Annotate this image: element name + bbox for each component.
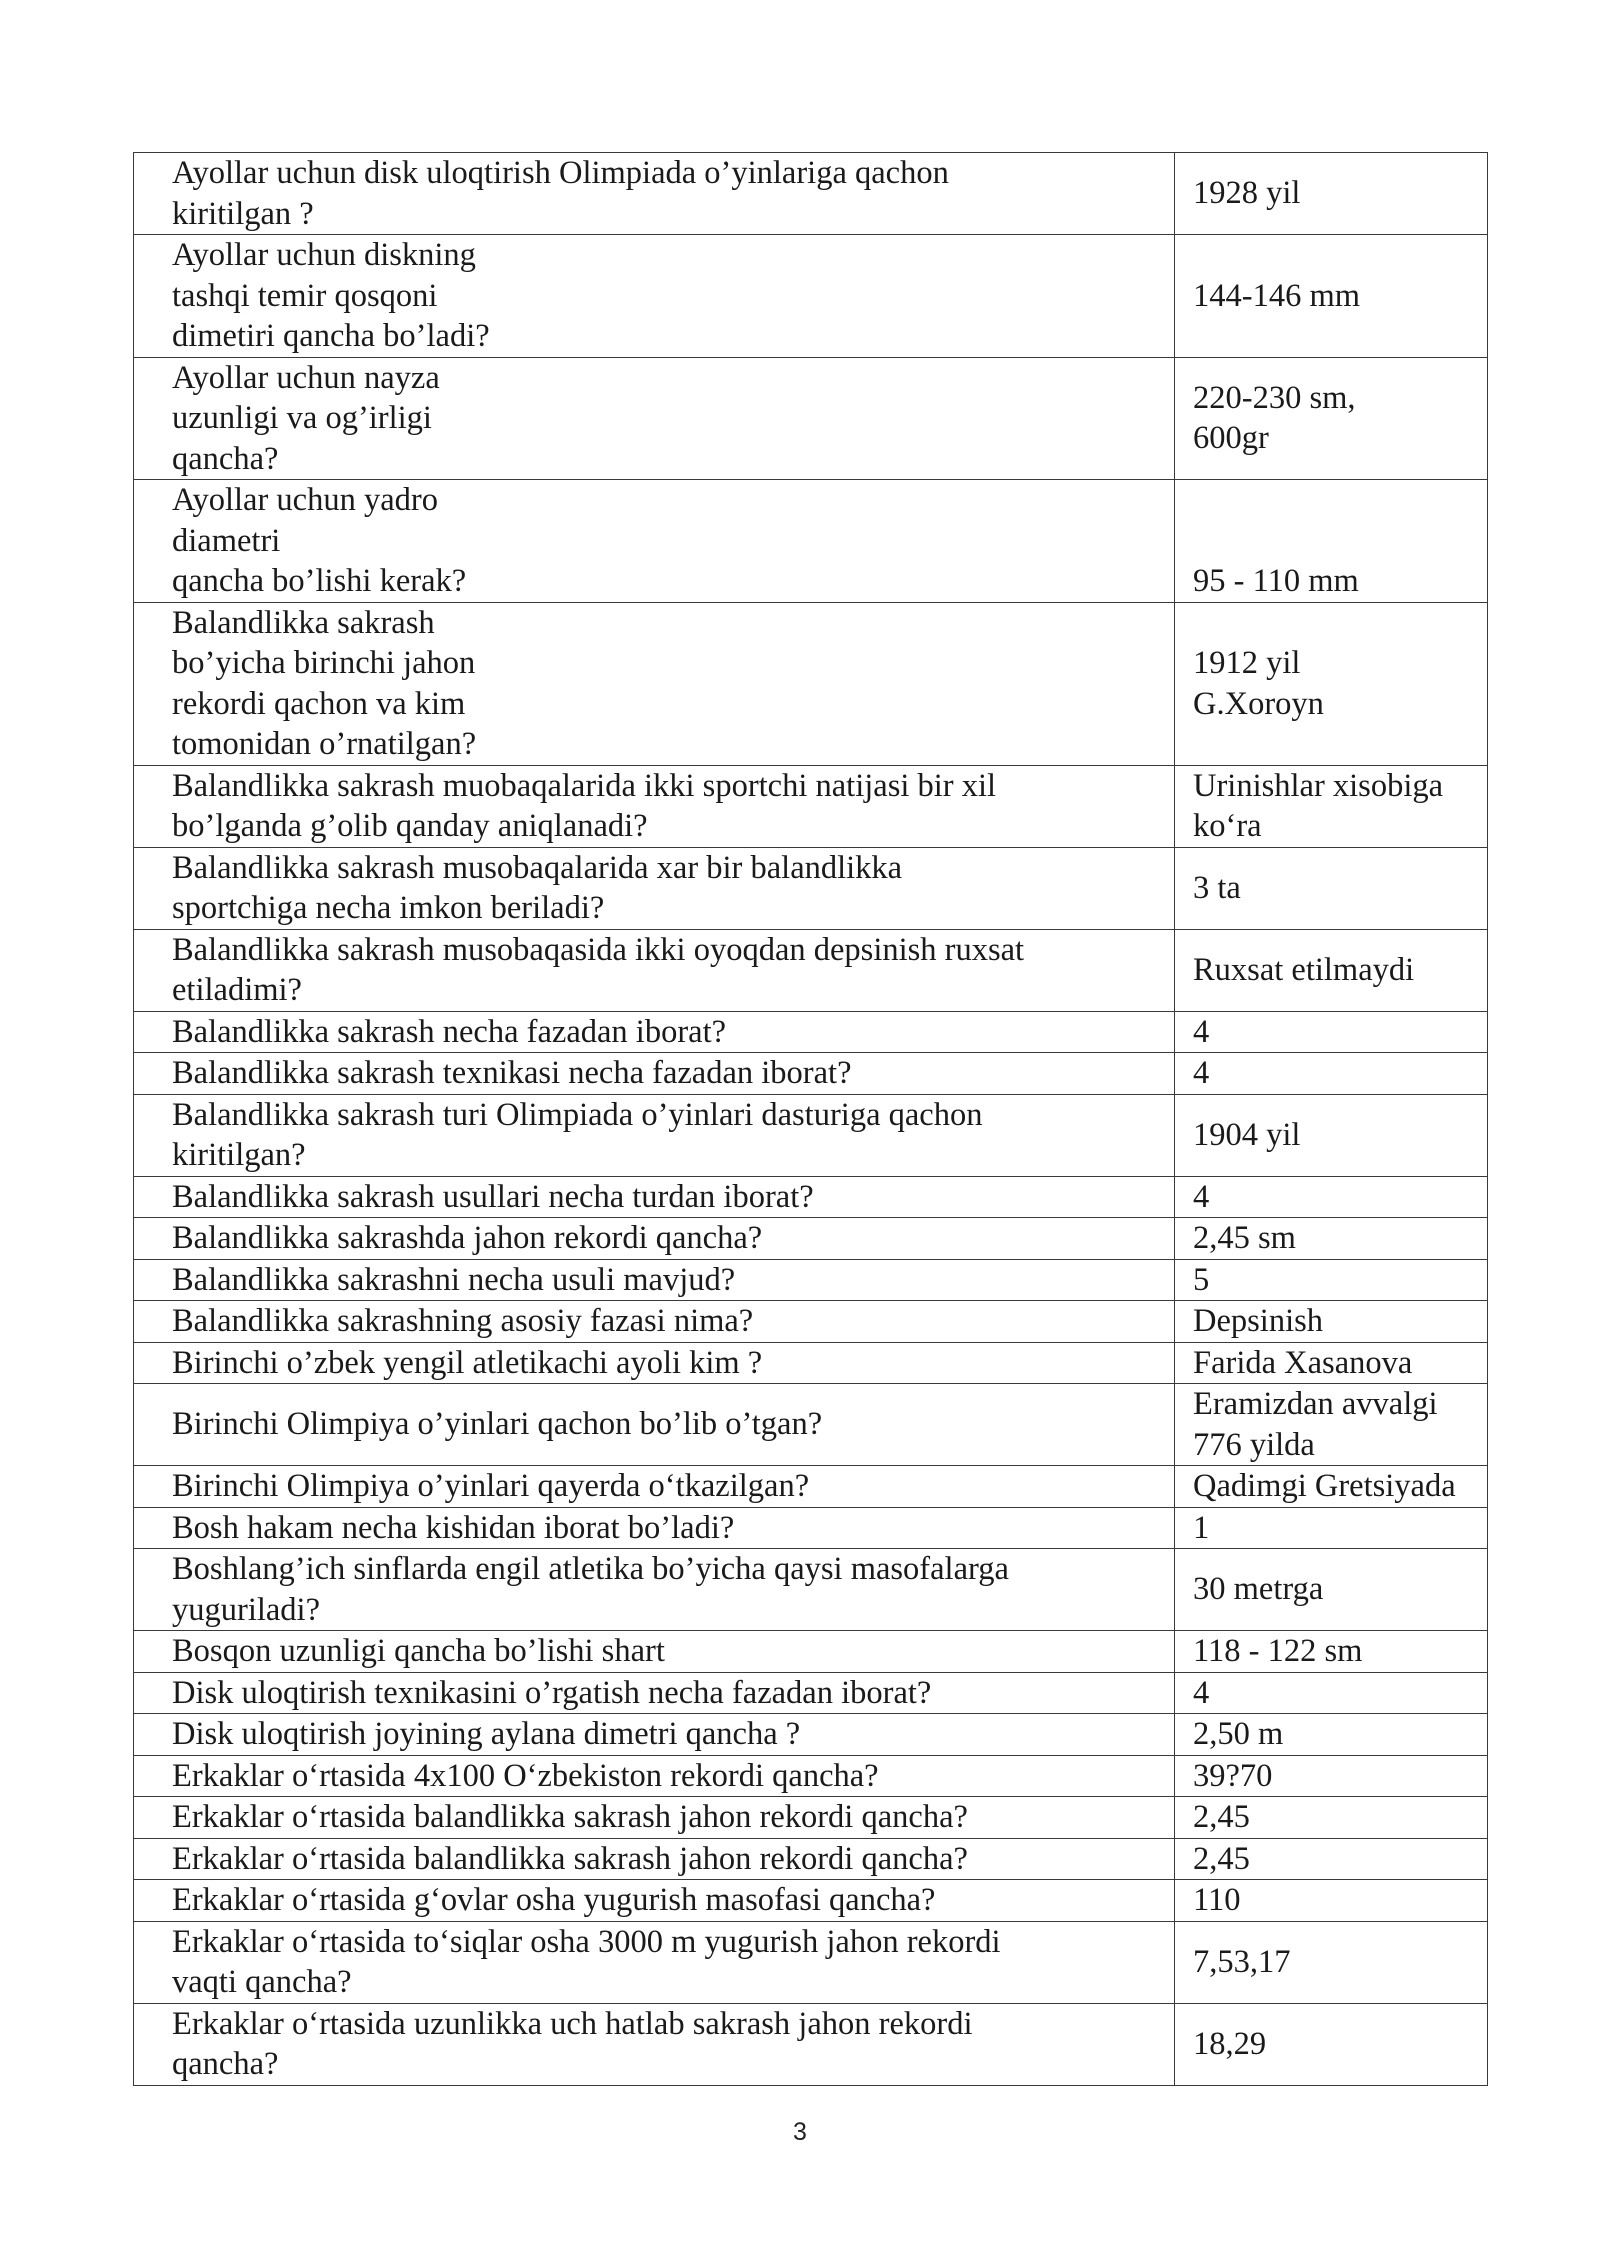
table-row — [134, 1631, 1488, 1673]
answer-cell: Ruxsat etilmaydi — [1175, 929, 1488, 1011]
question-cell: Disk uloqtirish joyining aylana dimetri qancha ? — [134, 1714, 1175, 1756]
table-row — [134, 480, 1488, 603]
question-cell: Ayollar uchun diskning tashqi temir qosqoni dimetiri qancha bo’ladi? — [134, 235, 1175, 358]
question-cell: Erkaklar o‘rtasida uzunlikka uch hatlab sakrash jahon rekordi qancha? — [134, 2003, 1175, 2085]
table-row — [134, 1466, 1488, 1508]
table-row — [134, 1838, 1488, 1880]
answer-cell: 2,45 — [1175, 1797, 1488, 1839]
question-cell: Balandlikka sakrash usullari necha turdan iborat? — [134, 1176, 1175, 1218]
table-row — [134, 235, 1488, 358]
table-row — [134, 1011, 1488, 1053]
table-row — [134, 1342, 1488, 1384]
table-row — [134, 1755, 1488, 1797]
question-cell: Balandlikka sakrash texnikasi necha fazadan iborat? — [134, 1053, 1175, 1095]
table-row — [134, 357, 1488, 480]
question-cell: Erkaklar o‘rtasida 4x100 O‘zbekiston rekordi qancha? — [134, 1755, 1175, 1797]
table-row — [134, 2003, 1488, 2085]
page-number: 3 — [793, 2118, 807, 2146]
table-row — [134, 1259, 1488, 1301]
question-cell: Balandlikka sakrash turi Olimpiada o’yinlari dasturiga qachon kiritilgan? — [134, 1094, 1175, 1176]
question-cell: Balandlikka sakrash musobaqasida ikki oyoqdan depsinish ruxsat etiladimi? — [134, 929, 1175, 1011]
table-row — [134, 765, 1488, 847]
question-cell: Erkaklar o‘rtasida balandlikka sakrash jahon rekordi qancha? — [134, 1797, 1175, 1839]
answer-cell: 110 — [1175, 1880, 1488, 1922]
question-cell: Boshlang’ich sinflarda engil atletika bo’yicha qaysi masofalarga yuguriladi? — [134, 1549, 1175, 1631]
answer-cell: 1904 yil — [1175, 1094, 1488, 1176]
table-row — [134, 1301, 1488, 1343]
table-row — [134, 1880, 1488, 1922]
table-row — [134, 153, 1488, 235]
question-cell: Balandlikka sakrash bo’yicha birinchi jahon rekordi qachon va kim tomonidan o’rnatilgan? — [134, 602, 1175, 765]
table-row — [134, 1714, 1488, 1756]
answer-cell: 2,45 — [1175, 1838, 1488, 1880]
question-cell: Balandlikka sakrash muobaqalarida ikki sportchi natijasi bir xil bo’lganda g’olib qanday aniqlanadi? — [134, 765, 1175, 847]
table-row — [134, 929, 1488, 1011]
answer-cell: 3 ta — [1175, 847, 1488, 929]
answer-cell: 2,50 m — [1175, 1714, 1488, 1756]
answer-cell: Farida Xasanova — [1175, 1342, 1488, 1384]
table-row — [134, 602, 1488, 765]
answer-cell: 118 - 122 sm — [1175, 1631, 1488, 1673]
answer-cell: Eramizdan avvalgi 776 yilda — [1175, 1384, 1488, 1466]
answer-cell: Depsinish — [1175, 1301, 1488, 1343]
table-row — [134, 1672, 1488, 1714]
question-cell: Bosh hakam necha kishidan iborat bo’ladi? — [134, 1507, 1175, 1549]
question-cell: Ayollar uchun yadro diametri qancha bo’lishi kerak? — [134, 480, 1175, 603]
answer-cell: 18,29 — [1175, 2003, 1488, 2085]
table-row — [134, 1053, 1488, 1095]
table-row — [134, 1921, 1488, 2003]
table-row — [134, 1176, 1488, 1218]
question-cell: Balandlikka sakrash musobaqalarida xar bir balandlikka sportchiga necha imkon beriladi? — [134, 847, 1175, 929]
question-cell: Balandlikka sakrashda jahon rekordi qancha? — [134, 1218, 1175, 1260]
answer-cell: 39?70 — [1175, 1755, 1488, 1797]
question-cell: Erkaklar o‘rtasida balandlikka sakrash jahon rekordi qancha? — [134, 1838, 1175, 1880]
answer-cell: 4 — [1175, 1053, 1488, 1095]
question-cell: Birinchi Olimpiya o’yinlari qayerda o‘tkazilgan? — [134, 1466, 1175, 1508]
question-cell: Erkaklar o‘rtasida g‘ovlar osha yugurish masofasi qancha? — [134, 1880, 1175, 1922]
question-cell: Birinchi o’zbek yengil atletikachi ayoli kim ? — [134, 1342, 1175, 1384]
question-cell: Balandlikka sakrashning asosiy fazasi nima? — [134, 1301, 1175, 1343]
qa-table — [133, 152, 1488, 2086]
answer-cell: 4 — [1175, 1672, 1488, 1714]
question-cell: Birinchi Olimpiya o’yinlari qachon bo’lib o’tgan? — [134, 1384, 1175, 1466]
question-cell: Bosqon uzunligi qancha bo’lishi shart — [134, 1631, 1175, 1673]
table-row — [134, 847, 1488, 929]
question-cell: Ayollar uchun disk uloqtirish Olimpiada o’yinlariga qachon kiritilgan ? — [134, 153, 1175, 235]
table-row — [134, 1797, 1488, 1839]
question-cell: Balandlikka sakrash necha fazadan iborat? — [134, 1011, 1175, 1053]
answer-cell: 95 - 110 mm — [1175, 480, 1488, 603]
answer-cell: 1 — [1175, 1507, 1488, 1549]
answer-cell: 30 metrga — [1175, 1549, 1488, 1631]
answer-cell: 2,45 sm — [1175, 1218, 1488, 1260]
answer-cell: 220-230 sm, 600gr — [1175, 357, 1488, 480]
table-row — [134, 1218, 1488, 1260]
table-row — [134, 1384, 1488, 1466]
answer-cell: Urinishlar xisobiga ko‘ra — [1175, 765, 1488, 847]
answer-cell: 4 — [1175, 1011, 1488, 1053]
question-cell: Erkaklar o‘rtasida to‘siqlar osha 3000 m yugurish jahon rekordi vaqti qancha? — [134, 1921, 1175, 2003]
question-cell: Balandlikka sakrashni necha usuli mavjud? — [134, 1259, 1175, 1301]
question-cell: Ayollar uchun nayza uzunligi va og’irligi qancha? — [134, 357, 1175, 480]
answer-cell: 1912 yil G.Xoroyn — [1175, 602, 1488, 765]
answer-cell: 4 — [1175, 1176, 1488, 1218]
table-row — [134, 1094, 1488, 1176]
table-row — [134, 1549, 1488, 1631]
question-cell: Disk uloqtirish texnikasini o’rgatish necha fazadan iborat? — [134, 1672, 1175, 1714]
answer-cell: 144-146 mm — [1175, 235, 1488, 358]
answer-cell: 5 — [1175, 1259, 1488, 1301]
table-row — [134, 1507, 1488, 1549]
qa-table-body — [134, 153, 1488, 2086]
answer-cell: 7,53,17 — [1175, 1921, 1488, 2003]
answer-cell: 1928 yil — [1175, 153, 1488, 235]
answer-cell: Qadimgi Gretsiyada — [1175, 1466, 1488, 1508]
